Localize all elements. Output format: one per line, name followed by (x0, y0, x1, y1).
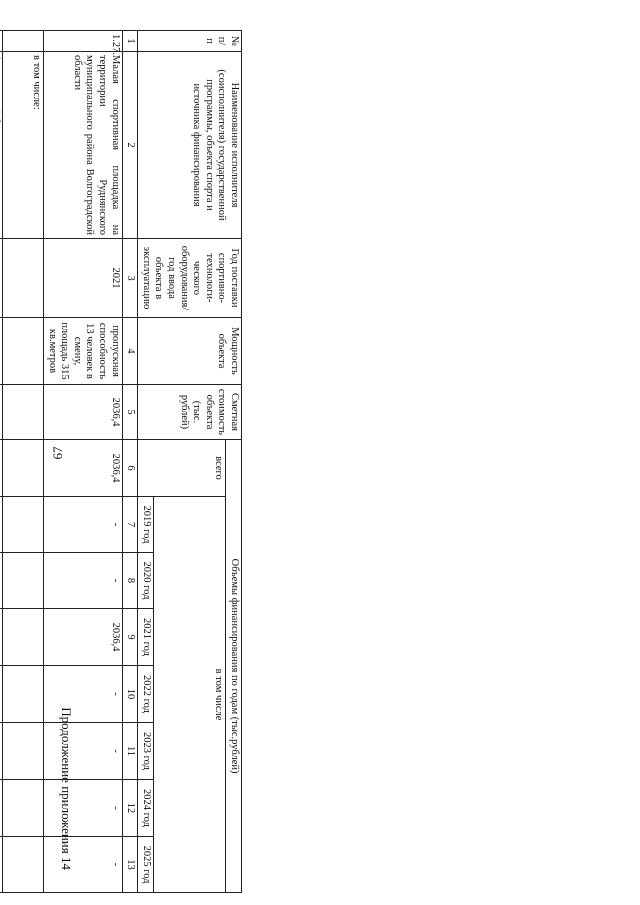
header-cost: Сметная стоимость объекта (тыс. рублей) (138, 385, 242, 440)
table-body (0, 31, 122, 893)
row-value-2022: - (44, 666, 123, 723)
row-value-2025: - (44, 837, 123, 893)
header-year-2024: 2024 год (138, 780, 154, 837)
table-row (44, 31, 123, 893)
row-capacity: пропускная способность 13 человек в смену, площадь 315 кв.метров (44, 318, 123, 385)
row-value-2025 (0, 837, 3, 893)
row-cost (3, 385, 44, 440)
row-year (3, 239, 44, 318)
row-cost (0, 385, 3, 440)
column-number: 13 (122, 837, 138, 893)
row-value-2021: 2036,4 (44, 609, 123, 666)
row-value-2019: - (44, 497, 123, 553)
header-capacity: Мощность объекта (138, 318, 242, 385)
column-number: 4 (122, 318, 138, 385)
row-year (0, 239, 3, 318)
header-funding-group: Объемы финансирования по годам (тыс.рублей) (226, 440, 242, 893)
row-total (0, 440, 3, 497)
column-number: 11 (122, 723, 138, 780)
financing-table (0, 30, 242, 893)
column-number: 8 (122, 553, 138, 609)
row-name: в том числе: (3, 52, 44, 239)
row-total (3, 440, 44, 497)
header-year-2020: 2020 год (138, 553, 154, 609)
row-capacity (3, 318, 44, 385)
row-value-2023 (3, 723, 44, 780)
row-name (0, 52, 3, 239)
row-cost: 2036,4 (44, 385, 123, 440)
column-number: 7 (122, 497, 138, 553)
row-number (0, 31, 3, 52)
column-number: 9 (122, 609, 138, 666)
column-number: 3 (122, 239, 138, 318)
column-number: 6 (122, 440, 138, 497)
column-number: 5 (122, 385, 138, 440)
row-value-2025 (3, 837, 44, 893)
header-including: в том числе (153, 497, 226, 893)
row-value-2021 (3, 609, 44, 666)
header-year: Год поставки спортивно-технологи-ческого оборудования/ год ввода объекта в эксплуатацию (138, 239, 242, 318)
row-value-2019 (0, 497, 3, 553)
row-name: Малая спортивная площадка на территории Руднянского муниципального района Волгоградской области (44, 52, 123, 239)
column-numbers-row (122, 31, 138, 893)
row-capacity (0, 318, 3, 385)
header-year-2023: 2023 год (138, 723, 154, 780)
table-row (0, 31, 3, 893)
row-value-2022 (0, 666, 3, 723)
column-number: 2 (122, 52, 138, 239)
row-year: 2021 (44, 239, 123, 318)
header-row (226, 31, 242, 893)
header-year-2025: 2025 год (138, 837, 154, 893)
row-value-2020: - (44, 553, 123, 609)
row-value-2019 (3, 497, 44, 553)
page-number: 67 (50, 446, 65, 460)
row-value-2022 (3, 666, 44, 723)
row-value-2023: - (44, 723, 123, 780)
row-value-2024 (3, 780, 44, 837)
header-year-2021: 2021 год (138, 609, 154, 666)
header-year-2022: 2022 год (138, 666, 154, 723)
header-name: Наименование исполнителя (соисполнителя) государственной программы, объекта спорта и источника финансирования (138, 52, 242, 239)
row-value-2024: - (44, 780, 123, 837)
column-number: 10 (122, 666, 138, 723)
column-number: 1 (122, 31, 138, 52)
table-row (3, 31, 44, 893)
row-number: 1.27. (44, 31, 123, 52)
column-number: 12 (122, 780, 138, 837)
row-value-2024 (0, 780, 3, 837)
row-total: 2036,4 (44, 440, 123, 497)
supplement-note: Продолжение приложения 14 (59, 707, 74, 870)
row-number (3, 31, 44, 52)
header-total: всего (138, 440, 226, 497)
header-number: № п/п (138, 31, 242, 52)
row-value-2023 (0, 723, 3, 780)
row-value-2020 (3, 553, 44, 609)
row-value-2020 (0, 553, 3, 609)
header-year-2019: 2019 год (138, 497, 154, 553)
row-value-2021 (0, 609, 3, 666)
